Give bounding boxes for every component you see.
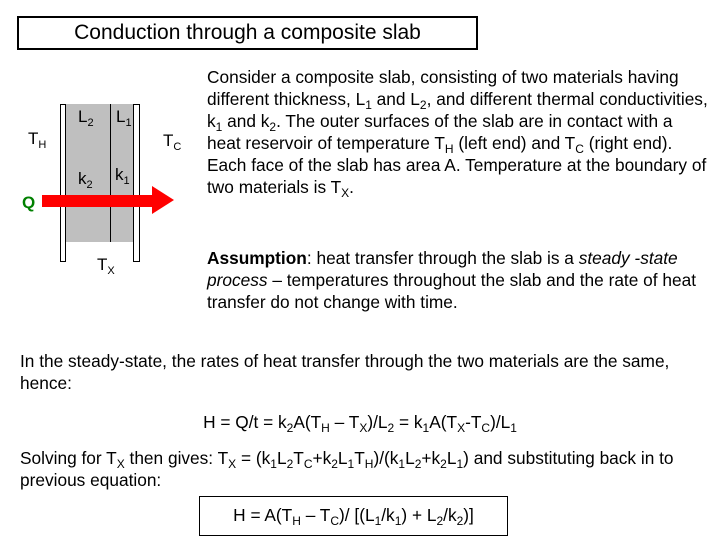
label-l1: $L_1$ (116, 107, 132, 129)
arrow-shaft (42, 195, 152, 207)
label-k1: $k_1$ (115, 165, 130, 187)
solving-paragraph: Solving for $T_X$ then gives: $T_X = (k_1L_2T_C+k_2L_1T_H)/(k_1L_2+k_2L_1)$ and substituting back in to previous equation: (20, 448, 674, 490)
arrow-head (152, 186, 174, 214)
composite-slab-diagram (0, 60, 200, 290)
label-t-cold: $T_C$ (163, 131, 182, 153)
label-k2: $k_2$ (78, 169, 93, 191)
cold-reservoir-wall (133, 104, 140, 262)
slide-title (17, 16, 478, 50)
assumption-label: Assumption (207, 248, 307, 268)
final-equation-box: $H = A(T_H - T_C)/$ $[(L_1/k_1) + L_2/k_2)$] (199, 496, 508, 536)
intro-paragraph: Consider a composite slab, consisting of two materials having different thickness, $L_1$ and $L_2$, and different thermal conductivities, $k_1$ and $k_2$. The outer surfaces of the slab are in contact with a heat reservoir of temperature $T_H$ (left end) and $T_C$ (right end). Each face of the slab has area A. Temperature at the boundary of two materials is $T_X$. (207, 67, 708, 200)
steady-state-text: In the steady-state, the rates of heat transfer through the two materials are the same, hence: (20, 351, 670, 393)
label-q: Q (22, 193, 36, 212)
heat-rate-equation: $H = Q/t = k_2A(T_H - T_X)/L_2 = k_1A(T_X-T_C)/L_1$ (203, 412, 517, 435)
label-t-x: $T_X$ (97, 255, 115, 277)
assumption-emphasis: steady -state process (207, 248, 678, 290)
label-l2: $L_2$ (78, 107, 94, 129)
slide-title-text: Conduction through a composite slab (74, 21, 421, 44)
assumption-paragraph: Assumption: heat transfer through the slab is a steady -state process – temperatures throughout the slab and the rate of heat transfer do not change with time. (207, 248, 696, 312)
label-t-hot: $T_H$ (28, 129, 47, 151)
